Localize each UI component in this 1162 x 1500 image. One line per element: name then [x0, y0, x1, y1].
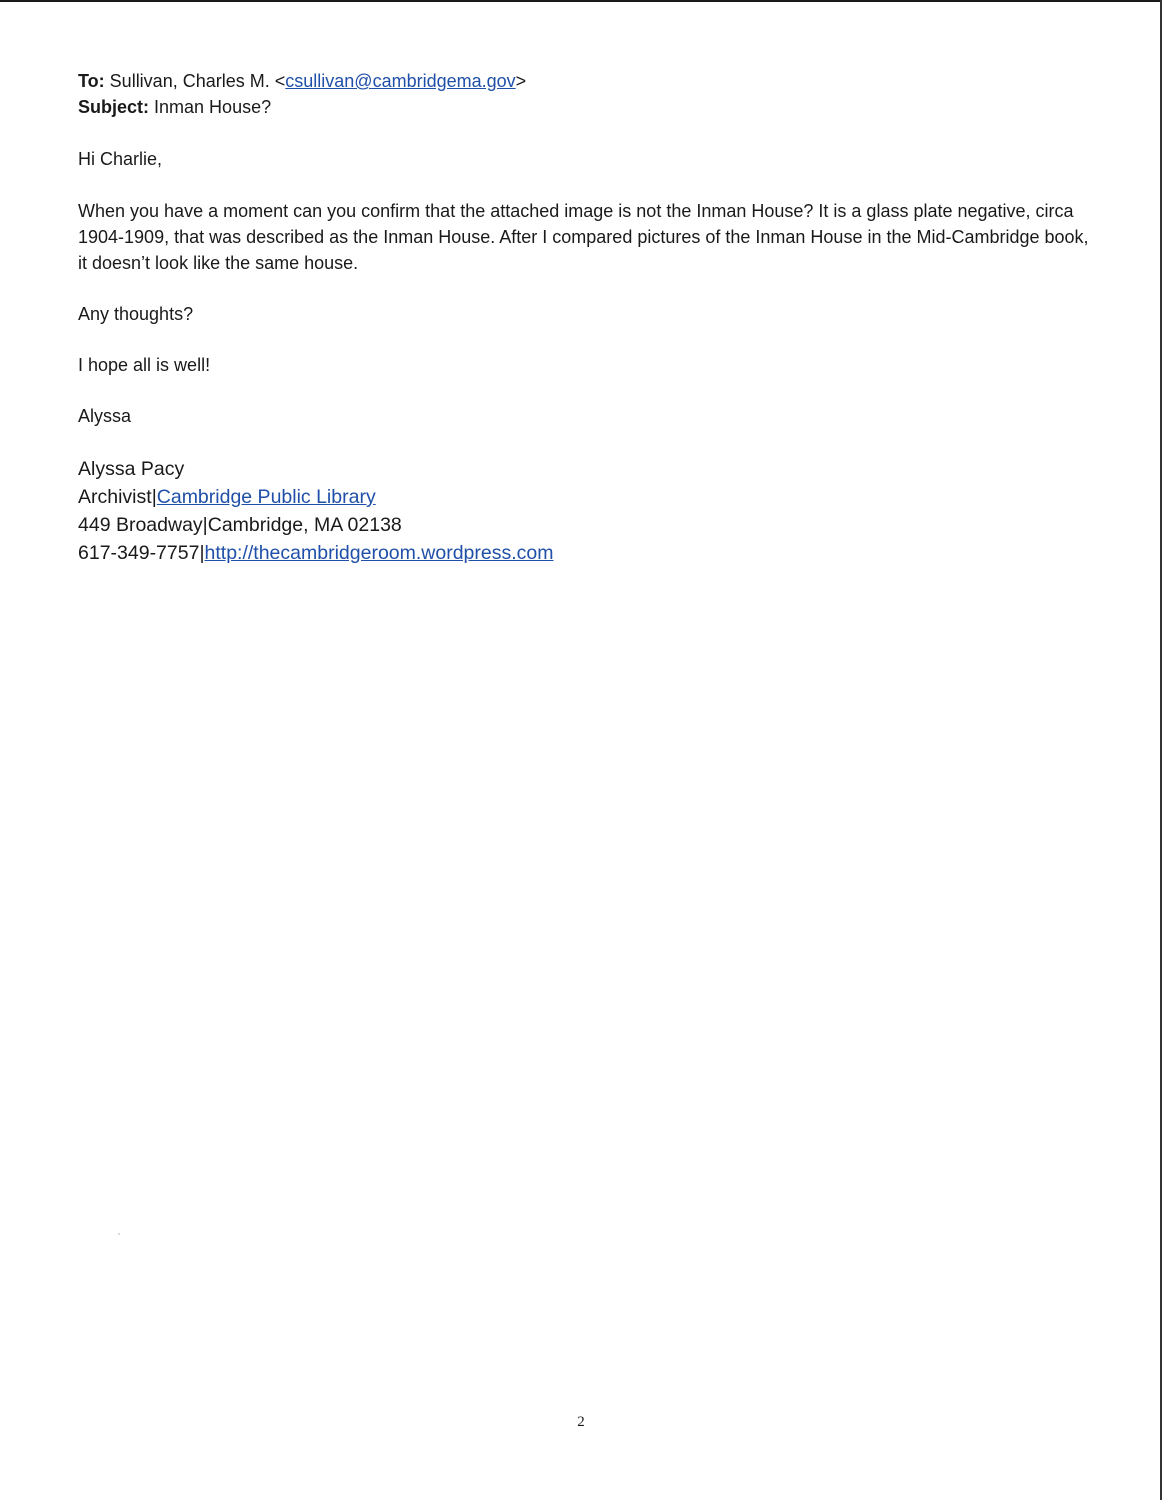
signature-street: 449 Broadway — [78, 514, 203, 536]
wish-line: I hope all is well! — [78, 355, 211, 375]
separator: | — [202, 514, 208, 536]
scan-speck — [118, 1233, 120, 1235]
page-number: 2 — [577, 1414, 585, 1430]
body-paragraph: When you have a moment can you confirm that the attached image is not the Inman House? It is a glass plate negative, circa 1904-1909, that was described as the Inman House. After I compared pictures of the Inman House in the Mid-Cambridge book, it doesn’t look like the same house. — [78, 201, 1089, 273]
signature-title-line — [78, 483, 1098, 511]
email-document — [78, 68, 1098, 567]
to-name: Sullivan, Charles M. — [109, 71, 270, 91]
signature-contact-line — [78, 539, 1098, 567]
to-label: To: — [78, 71, 105, 91]
signature-city: Cambridge, MA 02138 — [207, 514, 402, 536]
signature-address-line — [78, 511, 1098, 539]
signature-block — [78, 455, 1098, 567]
to-line — [78, 68, 1098, 94]
website-link[interactable]: http://thecambridgeroom.wordpress.com — [204, 542, 554, 564]
subject-label: Subject: — [78, 97, 150, 117]
signature-phone: 617-349-7757 — [78, 542, 200, 564]
greeting: Hi Charlie, — [78, 149, 163, 169]
question-line: Any thoughts? — [78, 304, 194, 324]
to-close-bracket: > — [515, 71, 527, 91]
signature-title: Archivist — [78, 486, 152, 508]
scan-edge-top — [0, 0, 1162, 2]
to-email-link[interactable]: csullivan@cambridgema.gov — [285, 71, 516, 91]
to-open-bracket: < — [274, 71, 286, 91]
signoff: Alyssa — [78, 406, 132, 426]
signature-name: Alyssa Pacy — [78, 458, 185, 480]
organization-link[interactable]: Cambridge Public Library — [156, 486, 376, 508]
subject-text: Inman House? — [154, 97, 272, 117]
subject-line — [78, 94, 1098, 120]
separator: | — [151, 486, 157, 508]
separator: | — [199, 542, 205, 564]
